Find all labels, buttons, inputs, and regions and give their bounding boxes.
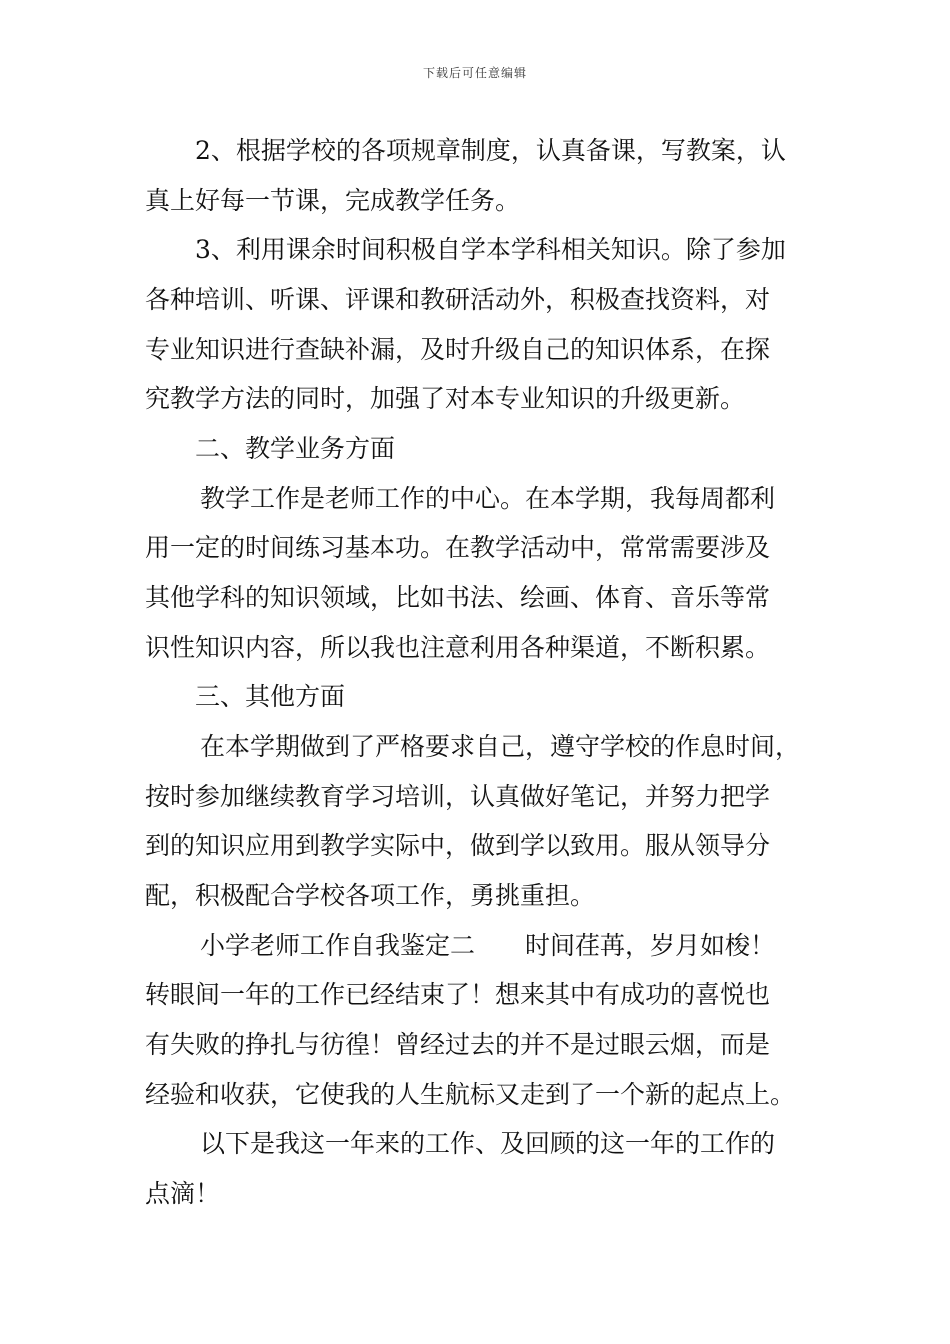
text-line: 小学老师工作自我鉴定二 时间荏苒，岁月如梭！ <box>200 931 776 960</box>
text-line: 配，积极配合学校各项工作，勇挑重担。 <box>145 881 596 910</box>
text-line: 真上好每一节课，完成教学任务。 <box>145 186 521 215</box>
text-line: 点滴！ <box>145 1179 221 1208</box>
section-heading: 三、其他方面 <box>195 682 346 711</box>
text-line: 2、根据学校的各项规章制度，认真备课，写教案，认 <box>195 136 786 165</box>
text-line: 3、利用课余时间积极自学本学科相关知识。除了参加 <box>195 235 786 264</box>
text-line: 转眼间一年的工作已经结束了！想来其中有成功的喜悦也 <box>145 980 771 1009</box>
text-line: 究教学方法的同时，加强了对本专业知识的升级更新。 <box>145 384 746 413</box>
text-line: 有失败的挣扎与彷徨！曾经过去的并不是过眼云烟，而是 <box>145 1030 771 1059</box>
text-line: 在本学期做到了严格要求自己，遵守学校的作息时间， <box>200 732 801 761</box>
text-line: 用一定的时间练习基本功。在教学活动中，常常需要涉及 <box>145 533 771 562</box>
text-line: 其他学科的知识领域，比如书法、绘画、体育、音乐等常 <box>145 583 771 612</box>
text-line: 经验和收获，它使我的人生航标又走到了一个新的起点上。 <box>145 1080 796 1109</box>
text-line: 各种培训、听课、评课和教研活动外，积极查找资料，对 <box>145 285 771 314</box>
text-line: 教学工作是老师工作的中心。在本学期，我每周都利 <box>200 484 776 513</box>
text-line: 按时参加继续教育学习培训，认真做好笔记，并努力把学 <box>145 782 771 811</box>
text-line: 专业知识进行查缺补漏，及时升级自己的知识体系，在探 <box>145 335 771 364</box>
text-line: 以下是我这一年来的工作、及回顾的这一年的工作的 <box>200 1129 776 1158</box>
section-heading: 二、教学业务方面 <box>195 434 396 463</box>
text-line: 识性知识内容，所以我也注意利用各种渠道，不断积累。 <box>145 633 771 662</box>
text-line: 到的知识应用到教学实际中，做到学以致用。服从领导分 <box>145 831 771 860</box>
header-note: 下载后可任意编辑 <box>422 66 527 80</box>
